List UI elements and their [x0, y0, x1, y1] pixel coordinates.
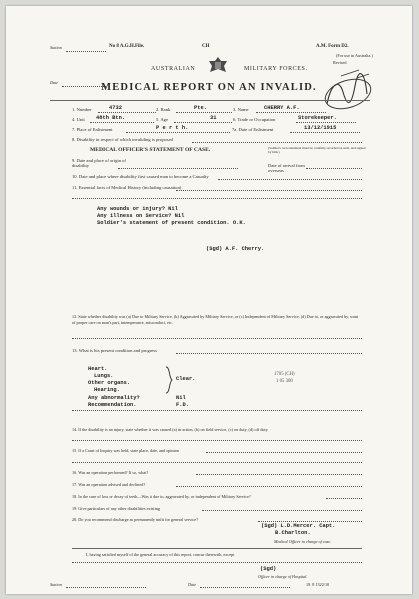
form-number: A.M. Form D2.: [316, 44, 349, 49]
q18-label: 18. In the case of loss or decay of teeth—Was it due to, aggravated by, or independent of Military Service?: [72, 494, 251, 499]
disability-label: 8. Disability in respect of which invaliding is proposed: [72, 137, 173, 142]
trade-label: 6. Trade or Occupation: [233, 117, 276, 122]
trade-value: Storekeeper.: [298, 115, 337, 121]
history-wounds: Any wounds or injury? Nil: [97, 206, 178, 212]
history-label: 11. Essential facts of Medical History (including causation): [72, 185, 182, 190]
footer-station-label: Station: [50, 582, 62, 587]
q19-label: 19. Give particulars of any other disabilities existing: [72, 506, 160, 511]
cond-hearing: Hearing.: [94, 387, 120, 393]
origin-label: 9. Date and place of origin of disability: [72, 158, 126, 168]
cond-clear: Clear.: [176, 376, 196, 382]
rank-label: 2. Rank: [156, 107, 171, 112]
for-use-note: (For use in Australia.): [336, 53, 373, 58]
number-value: 4732: [109, 105, 122, 111]
office-stamp-b: 1 05 300: [276, 379, 293, 384]
coat-of-arms-icon: [207, 56, 229, 76]
org-right: MILITARY FORCES.: [244, 66, 308, 72]
certification-text: I, having satisfied myself of the general accuracy of this report, concur therewith, except: [86, 552, 235, 557]
statement-section-note: (Soldier's own statement must be carefully recorded as such, and signed by him.): [268, 146, 366, 154]
enlistment-date-value: 13/12/1915: [304, 125, 337, 131]
cond-other-organs: Other organs.: [88, 380, 131, 386]
enlistment-place-value: P e r t h.: [156, 125, 189, 131]
footer-date-label: Date: [188, 582, 197, 587]
revised-note: Revised: [333, 60, 347, 65]
soldier-signature: (Sgd) A.F. Cherry.: [206, 246, 265, 252]
ch-mark: CH: [202, 44, 210, 49]
brace-icon: [164, 366, 174, 394]
hospital-officer-signature: (Sgd): [260, 566, 277, 572]
history-condition: Soldier's statement of present condition. O.K.: [97, 220, 246, 226]
casualty-label: 10. Date and place where disability first caused man to become a Casualty: [72, 174, 209, 179]
cond-abnormality: Any abnormality?: [88, 395, 140, 401]
invalid-report-page: [6, 6, 412, 594]
hospital-officer-caption: Officer in charge of Hospital.: [258, 574, 308, 579]
org-left: AUSTRALIAN: [151, 66, 196, 72]
cond-abnormality-value: Nil: [176, 395, 186, 401]
enlistment-place-label: 7. Place of Enlistment: [72, 127, 113, 132]
q20-label: 20. Do you recommend discharge as permanently unfit for general service?: [72, 517, 199, 522]
name-label: 3. Name: [233, 107, 249, 112]
age-label: 5. Age: [156, 117, 168, 122]
cond-lungs: Lungs.: [94, 373, 114, 379]
file-reference: No 8 A.G.H.File.: [109, 44, 145, 49]
unit-value: 48th Btn.: [96, 115, 126, 121]
q14-label: 14. If the disability is an injury, state whether it was caused (a) in action, (b) on field service, (c) on duty, (d) off duty: [72, 427, 268, 432]
report-title: MEDICAL REPORT ON AN INVALID.: [101, 82, 317, 93]
cond-heart: Heart.: [88, 366, 108, 372]
history-illness: Any illness on Service? Nil: [97, 213, 185, 219]
charlton-signature: B.Charlton.: [275, 530, 311, 536]
medical-officer-caption: Medical Officer in charge of case.: [274, 539, 332, 544]
q17-label: 17. Was an operation advised and declined?: [72, 482, 146, 487]
footer-code: 19. 8 1322/10: [306, 582, 330, 587]
arrival-label: Date of arrival from overseas: [268, 163, 305, 173]
unit-label: 4. Unit: [72, 117, 85, 122]
station-label: Station: [50, 45, 62, 50]
q12-label: 12. State whether disability was (a) Due to Military Service, (b) Aggravated by Military Service, or (c) Independent of Military Service, (d) Due to, or aggravated by, want of proper care on man's part, intemperance, misconduct, etc.: [72, 314, 359, 325]
q16-label: 16. Was an operation performed? If so, what?: [72, 470, 149, 475]
q15-label: 15. If a Court of Inquiry was held, state place, date, and opinion: [72, 448, 179, 453]
rank-value: Pte.: [194, 105, 207, 111]
enlistment-date-label: 7a. Date of Enlistment: [232, 127, 274, 132]
statement-section-title: MEDICAL OFFICER'S STATEMENT OF CASE.: [90, 147, 211, 153]
date-label: Date: [50, 80, 59, 85]
name-value: CHERRY A.F.: [264, 105, 300, 111]
age-value: 31: [210, 115, 217, 121]
handwritten-annotation-icon: [321, 64, 373, 114]
cond-recommendation: Recommendation.: [88, 402, 137, 408]
medical-officer-signature: (Sgd) L.D.Mercer. Capt.: [261, 523, 336, 529]
q13-label: 13. What is his present condition and progress: [72, 348, 157, 353]
cond-recommendation-value: F.D.: [176, 402, 189, 408]
number-label: 1. Number: [72, 107, 92, 112]
office-stamp-a: 1705 (CH): [274, 372, 295, 377]
